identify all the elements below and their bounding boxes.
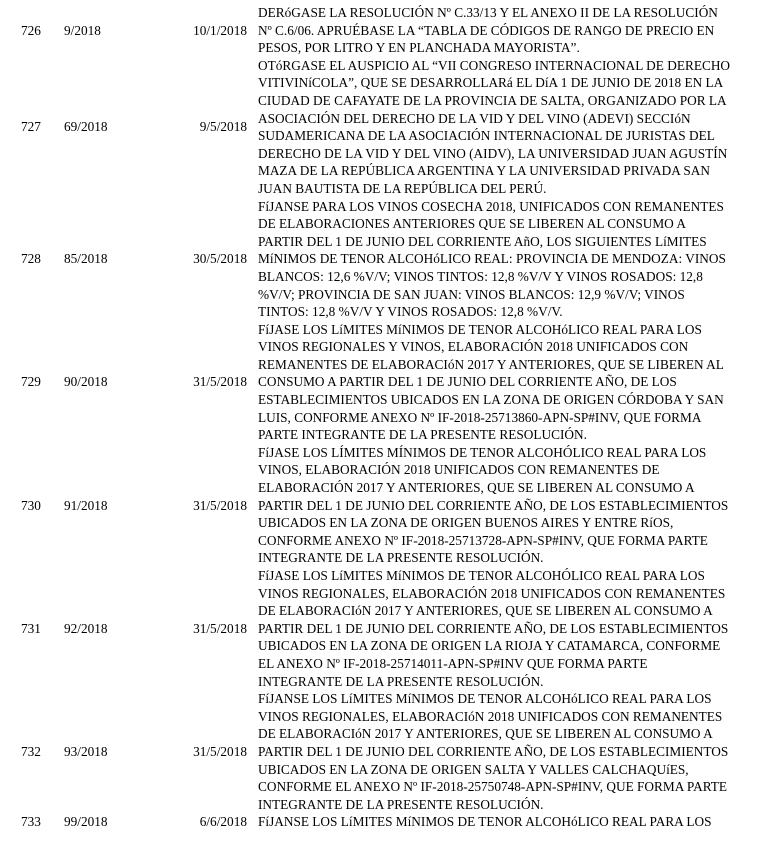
resolutions-table-body	[0, 4, 758, 831]
description-line: INTEGRANTE DE LA PRESENTE RESOLUCIÓN.	[258, 550, 544, 566]
description-line: CONFORME EL ANEXO Nº IF-2018-25750748-APN-SP#INV, QUE FORMA PARTE	[258, 779, 728, 795]
resolution-date: 31/5/2018	[193, 620, 247, 636]
description-line: UBICADOS EN LA ZONA DE ORIGEN LA RIOJA Y CATAMARCA, CONFORME	[258, 638, 721, 654]
description-line: FíJASE LOS LíMITES MíNIMOS DE TENOR ALCOHóLICO REAL PARA LOS	[258, 321, 702, 337]
description-line: PESOS, POR LITRO Y EN PLANCHADA MAYORISTA”.	[258, 40, 580, 56]
resolution-date: 31/5/2018	[193, 743, 247, 759]
description-line: FíJANSE LOS LíMITES MíNIMOS DE TENOR ALCOHóLICO REAL PARA LOS	[258, 691, 712, 707]
description-line: PARTE INTEGRANTE DE LA PRESENTE RESOLUCIÓN.	[258, 427, 587, 443]
resolution-number: 93/2018	[64, 743, 108, 759]
resolution-description	[258, 567, 758, 690]
description-line: VITIVINíCOLA”, QUE SE DESARROLLARá EL DíA 1 DE JUNIO DE 2018 EN LA	[258, 75, 724, 91]
description-line: DE ELABORACIóN 2017 Y ANTERIORES, QUE SE LIBEREN AL CONSUMO A	[258, 726, 713, 742]
description-line: LUIS, CONFORME ANEXO Nº IF-2018-25713860-APN-SP#INV, QUE FORMA	[258, 409, 702, 425]
record-number: 727	[21, 119, 41, 135]
description-line: Nº C.6/06. APRUÉBASE LA “TABLA DE CÓDIGOS DE RANGO DE PRECIO EN	[258, 22, 715, 38]
table-row	[0, 198, 758, 321]
description-line: DERECHO DE LA VID Y DEL VINO (AIDV), LA UNIVERSIDAD JUAN AGUSTÍN	[258, 145, 728, 161]
description-line: UBICADOS EN LA ZONA DE ORIGEN SALTA Y VALLES CALCHAQUíES,	[258, 761, 689, 777]
resolution-description	[258, 321, 758, 444]
description-line: DERóGASE LA RESOLUCIÓN Nº C.33/13 Y EL ANEXO II DE LA RESOLUCIÓN	[258, 5, 718, 20]
table-row	[0, 567, 758, 690]
description-line: SUDAMERICANA DE LA ASOCIACIÓN INTERNACIONAL DE JURISTAS DEL	[258, 128, 715, 144]
description-line: PARTIR DEL 1 DE JUNIO DEL CORRIENTE AñO, LOS SIGUIENTES LíMITES	[258, 233, 707, 249]
description-line: INTEGRANTE DE LA PRESENTE RESOLUCIÓN.	[258, 673, 544, 689]
description-line: MAZA DE LA REPÚBLICA ARGENTINA Y LA UNIVERSIDAD PRIVADA SAN	[258, 163, 711, 179]
description-line: PARTIR DEL 1 DE JUNIO DEL CORRIENTE AÑO, DE LOS ESTABLECIMIENTOS	[258, 743, 729, 759]
resolution-description	[258, 813, 758, 831]
resolution-number: 85/2018	[64, 251, 108, 267]
resolution-number: 69/2018	[64, 119, 108, 135]
description-line: VINOS, ELABORACIÓN 2018 UNIFICADOS CON REMANENTES DE	[258, 462, 660, 478]
description-line: FíJASE LOS LíMITES MíNIMOS DE TENOR ALCOHÓLICO REAL PARA LOS	[258, 568, 705, 583]
description-line: MíNIMOS DE TENOR ALCOHóLICO REAL: PROVINCIA DE MENDOZA: VINOS	[258, 251, 726, 267]
description-line: TINTOS: 12,8 %V/V Y VINOS ROSADOS: 12,8 %V/V.	[258, 304, 563, 320]
description-line: CONFORME ANEXO Nº IF-2018-25713728-APN-SP#INV, QUE FORMA PARTE	[258, 532, 708, 548]
description-line: VINOS REGIONALES Y VINOS, ELABORACIÓN 2018 UNIFICADOS CON	[258, 339, 689, 355]
table-row	[0, 57, 758, 198]
record-number: 730	[21, 497, 41, 513]
resolution-description	[258, 198, 758, 321]
description-line: JUAN BAUTISTA DE LA REPÚBLICA DEL PERÚ.	[258, 180, 547, 196]
resolution-date: 9/5/2018	[199, 119, 247, 135]
record-number: 728	[21, 251, 41, 267]
table-row	[0, 813, 758, 831]
resolution-date: 6/6/2018	[199, 814, 247, 830]
description-line: CIUDAD DE CAFAYATE DE LA PROVINCIA DE SALTA, ORGANIZADO POR LA	[258, 92, 727, 108]
description-line: VINOS REGIONALES, ELABORACIÓN 2018 UNIFICADOS CON REMANENTES	[258, 585, 726, 601]
resolution-date: 30/5/2018	[193, 251, 247, 267]
resolution-number: 90/2018	[64, 374, 108, 390]
resolution-date: 31/5/2018	[193, 374, 247, 390]
description-line: BLANCOS: 12,6 %V/V; VINOS TINTOS: 12,8 %V/V Y VINOS ROSADOS: 12,8	[258, 268, 703, 284]
table-row	[0, 4, 758, 57]
description-line: ASOCIACIÓN DEL DERECHO DE LA VID Y DEL VINO (ADEVI) SECCIóN	[258, 110, 691, 126]
table-row	[0, 321, 758, 444]
description-line: PARTIR DEL 1 DE JUNIO DEL CORRIENTE AÑO, DE LOS ESTABLECIMIENTOS	[258, 620, 729, 636]
description-line: FíJASE LOS LÍMITES MÍNIMOS DE TENOR ALCOHÓLICO REAL PARA LOS	[258, 444, 707, 460]
description-line: ESTABLECIMIENTOS UBICADOS EN LA ZONA DE ORIGEN CÓRDOBA Y SAN	[258, 392, 724, 408]
resolution-description	[258, 690, 758, 813]
resolution-description	[258, 4, 758, 57]
resolution-date: 10/1/2018	[193, 22, 247, 38]
description-line: DE ELABORACIONES ANTERIORES QUE SE LIBEREN AL CONSUMO A	[258, 216, 686, 232]
description-line: PARTIR DEL 1 DE JUNIO DEL CORRIENTE AÑO, DE LOS ESTABLECIMIENTOS	[258, 497, 729, 513]
record-number: 733	[21, 814, 41, 830]
resolution-number: 92/2018	[64, 620, 108, 636]
description-line: UBICADOS EN LA ZONA DE ORIGEN BUENOS AIRES Y ENTRE RíOS,	[258, 515, 674, 531]
resolution-description	[258, 444, 758, 567]
table-row	[0, 444, 758, 567]
resolution-number: 99/2018	[64, 814, 108, 830]
description-line: EL ANEXO Nº IF-2018-25714011-APN-SP#INV QUE FORMA PARTE	[258, 655, 648, 671]
resolution-number: 9/2018	[64, 22, 101, 38]
description-line: INTEGRANTE DE LA PRESENTE RESOLUCIÓN.	[258, 796, 544, 812]
description-line: CONSUMO A PARTIR DEL 1 DE JUNIO DEL CORRIENTE AÑO, DE LOS	[258, 374, 677, 390]
record-number: 729	[21, 374, 41, 390]
record-number: 731	[21, 620, 41, 636]
resolution-description	[258, 57, 758, 198]
resolution-date: 31/5/2018	[193, 497, 247, 513]
description-line: OTóRGASE EL AUSPICIO AL “VII CONGRESO INTERNACIONAL DE DERECHO	[258, 57, 731, 73]
description-line: REMANENTES DE ELABORACIóN 2017 Y ANTERIORES, QUE SE LIBEREN AL	[258, 356, 724, 372]
table-row	[0, 690, 758, 813]
description-line: VINOS REGIONALES, ELABORACIóN 2018 UNIFICADOS CON REMANENTES	[258, 708, 723, 724]
description-line: %V/V; PROVINCIA DE SAN JUAN: VINOS BLANCOS: 12,9 %V/V; VINOS	[258, 286, 685, 302]
resolution-number: 91/2018	[64, 497, 108, 513]
description-line: ELABORACIÓN 2017 Y ANTERIORES, QUE SE LIBEREN AL CONSUMO A	[258, 480, 695, 496]
description-line: FíJANSE PARA LOS VINOS COSECHA 2018, UNIFICADOS CON REMANENTES	[258, 198, 724, 214]
record-number: 732	[21, 743, 41, 759]
record-number: 726	[21, 22, 41, 38]
description-line: FíJANSE LOS LíMITES MíNIMOS DE TENOR ALCOHóLICO REAL PARA LOS	[258, 814, 712, 830]
description-line: DE ELABORACIóN 2017 Y ANTERIORES, QUE SE LIBEREN AL CONSUMO A	[258, 603, 713, 619]
resolutions-table	[0, 4, 758, 831]
